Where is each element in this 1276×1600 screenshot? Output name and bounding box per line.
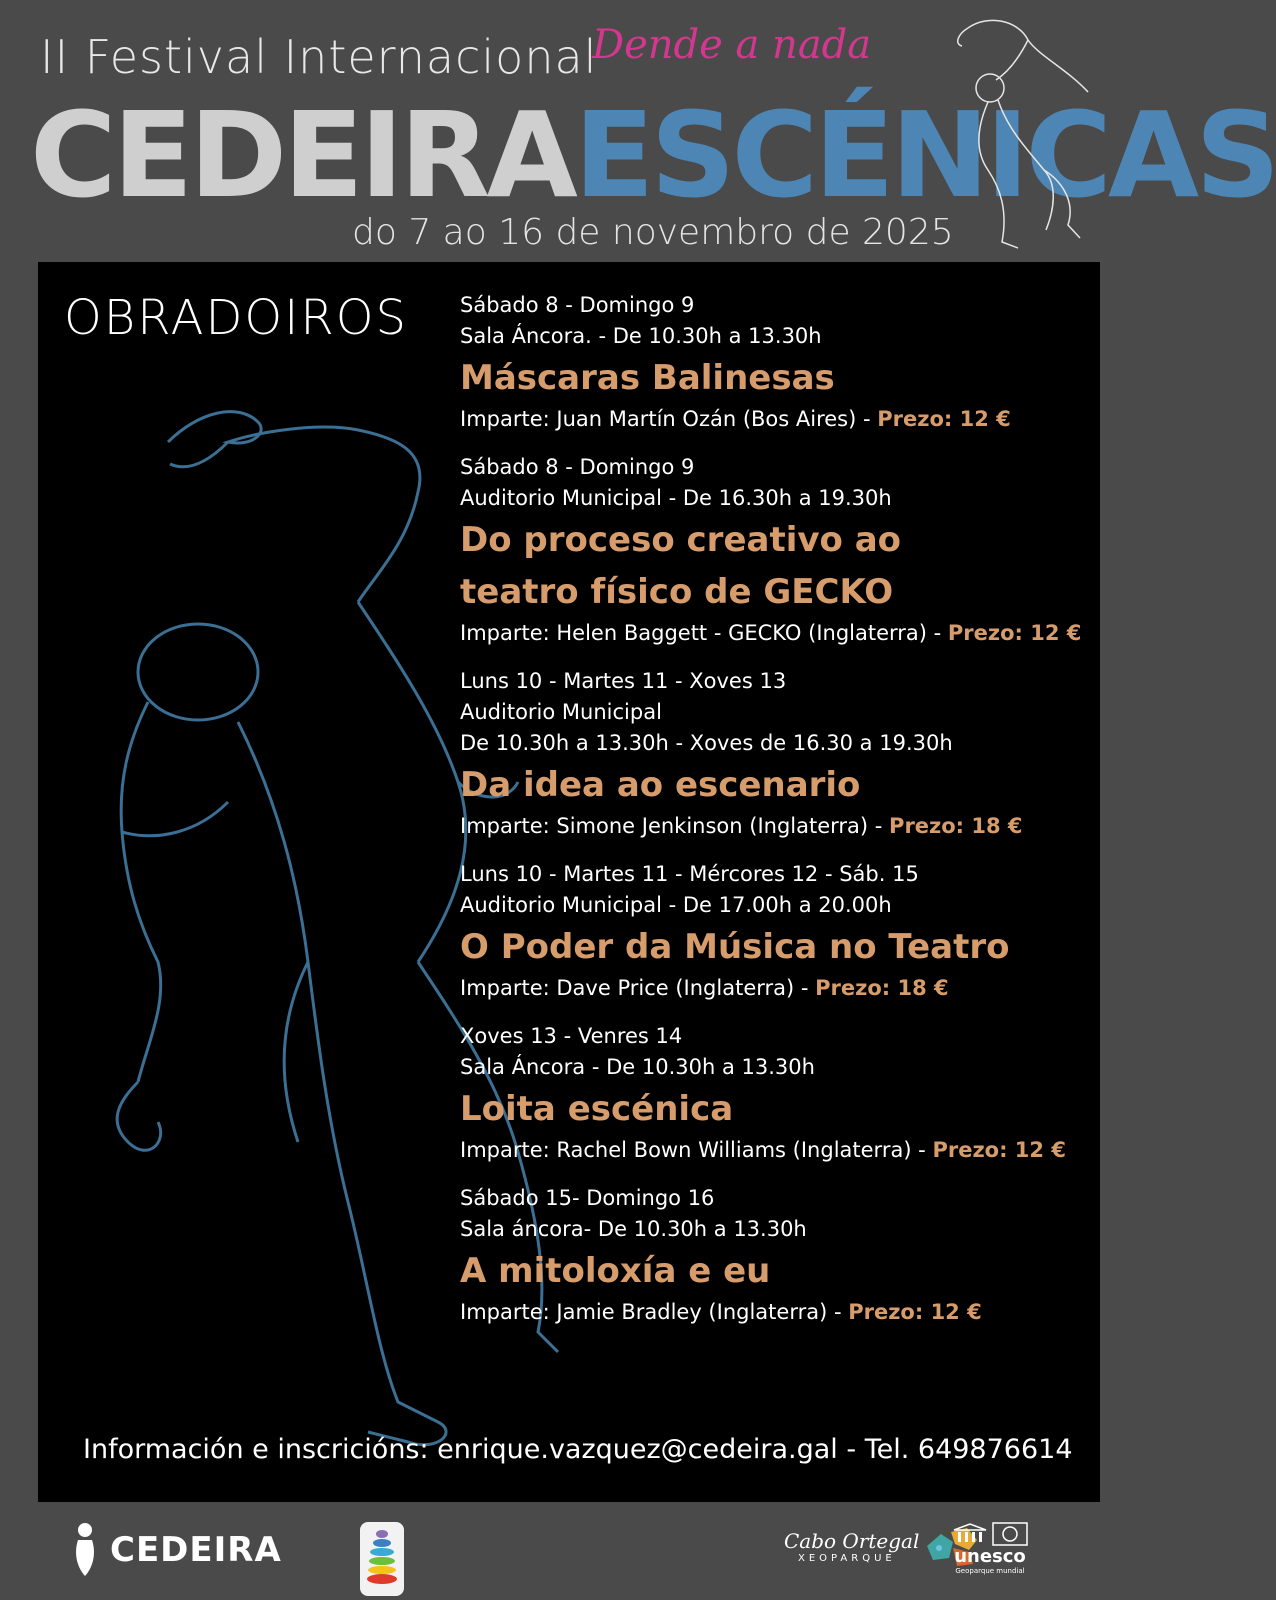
workshop-item [460, 452, 1090, 648]
workshop-instructor [460, 973, 1090, 1003]
brand-part2: ESCÉNICAS [573, 86, 1276, 224]
festival-dates: do 7 ao 16 de novembro de 2025 [352, 212, 954, 253]
stacked-stones-icon [360, 1522, 404, 1596]
unesco-temple-icon [952, 1522, 988, 1546]
workshop-item [460, 1183, 1090, 1327]
contact-info: Información e inscricións: enrique.vazquez@cedeira.gal - Tel. 649876614 [83, 1434, 1073, 1465]
workshop-price: Prezo: 12 € [877, 407, 1011, 431]
workshop-instructor [460, 1135, 1090, 1165]
workshop-schedule-line: Sala Áncora - De 10.30h a 13.30h [460, 1055, 815, 1079]
workshop-item [460, 1021, 1090, 1165]
workshop-schedule-line: Sábado 15- Domingo 16 [460, 1186, 715, 1210]
figure-icon [72, 1522, 98, 1578]
geoparque-text: Geoparque mundial [955, 1567, 1025, 1575]
workshop-price: Prezo: 12 € [947, 621, 1082, 645]
instructor-text: Imparte: Helen Baggett - GECKO (Inglaterra) - [460, 621, 942, 645]
instructor-text: Imparte: Juan Martín Ozán (Bos Aires) - [460, 407, 871, 431]
brand-part1: CEDEIRA [30, 86, 574, 224]
workshop-title: O Poder da Música no Teatro [460, 927, 1010, 967]
workshop-schedule-line: Auditorio Municipal - De 17.00h a 20.00h [460, 893, 892, 917]
xeoparque-text: XEOPARQUE [798, 1552, 896, 1564]
workshop-price: Prezo: 18 € [889, 814, 1023, 838]
workshop-list [460, 290, 1090, 1345]
workshop-schedule-line: Luns 10 - Martes 11 - Mércores 12 - Sáb. 15 [460, 862, 919, 886]
workshop-item [460, 666, 1090, 841]
header-line1: II Festival Internacional [40, 30, 598, 84]
workshop-schedule-line: Xoves 13 - Venres 14 [460, 1024, 683, 1048]
tagline: Dende a nada [592, 22, 872, 68]
workshop-instructor [460, 1297, 1090, 1327]
workshop-instructor [460, 811, 1090, 841]
workshop-schedule-line: Sala Áncora. - De 10.30h a 13.30h [460, 324, 822, 348]
workshop-price: Prezo: 12 € [848, 1300, 982, 1324]
workshop-price: Prezo: 18 € [815, 976, 949, 1000]
workshop-title: Loita escénica [460, 1089, 734, 1129]
workshop-title: Máscaras Balinesas [460, 358, 835, 398]
workshop-item [460, 290, 1090, 434]
workshop-schedule-line: Luns 10 - Martes 11 - Xoves 13 [460, 669, 787, 693]
workshop-instructor [460, 618, 1090, 648]
cabo-ortegal-text: Cabo Ortegal [784, 1528, 920, 1553]
cedeira-logo-text: CEDEIRA [110, 1530, 282, 1570]
instructor-text: Imparte: Dave Price (Inglaterra) - [460, 976, 809, 1000]
stones-logo [360, 1522, 404, 1596]
unesco-text: unesco [954, 1546, 1026, 1567]
unesco-logo [952, 1522, 1028, 1575]
workshop-title: teatro físico de GECKO [460, 572, 894, 612]
instructor-text: Imparte: Rachel Bown Williams (Inglaterra) - [460, 1138, 926, 1162]
workshop-title: Do proceso creativo ao [460, 520, 902, 560]
workshop-schedule-line: Sala áncora- De 10.30h a 13.30h [460, 1217, 807, 1241]
workshop-title: Da idea ao escenario [460, 765, 861, 805]
cedeira-logo [72, 1522, 282, 1578]
workshop-title: A mitoloxía e eu [460, 1251, 771, 1291]
geopark-globe-icon [992, 1522, 1028, 1546]
instructor-text: Imparte: Simone Jenkinson (Inglaterra) - [460, 814, 883, 838]
dancer-illustration-small [948, 10, 1118, 260]
workshop-schedule-line: De 10.30h a 13.30h - Xoves de 16.30 a 19.30h [460, 731, 953, 755]
footer [0, 1502, 1131, 1600]
workshops-panel [38, 262, 1100, 1502]
workshop-schedule-line: Auditorio Municipal [460, 700, 662, 724]
instructor-text: Imparte: Jamie Bradley (Inglaterra) - [460, 1300, 842, 1324]
workshop-schedule-line: Sábado 8 - Domingo 9 [460, 455, 695, 479]
workshop-schedule-line: Auditorio Municipal - De 16.30h a 19.30h [460, 486, 892, 510]
workshop-instructor [460, 404, 1090, 434]
workshop-item [460, 859, 1090, 1003]
workshop-schedule-line: Sábado 8 - Domingo 9 [460, 293, 695, 317]
workshop-price: Prezo: 12 € [932, 1138, 1066, 1162]
section-title: OBRADOIROS [64, 290, 408, 346]
